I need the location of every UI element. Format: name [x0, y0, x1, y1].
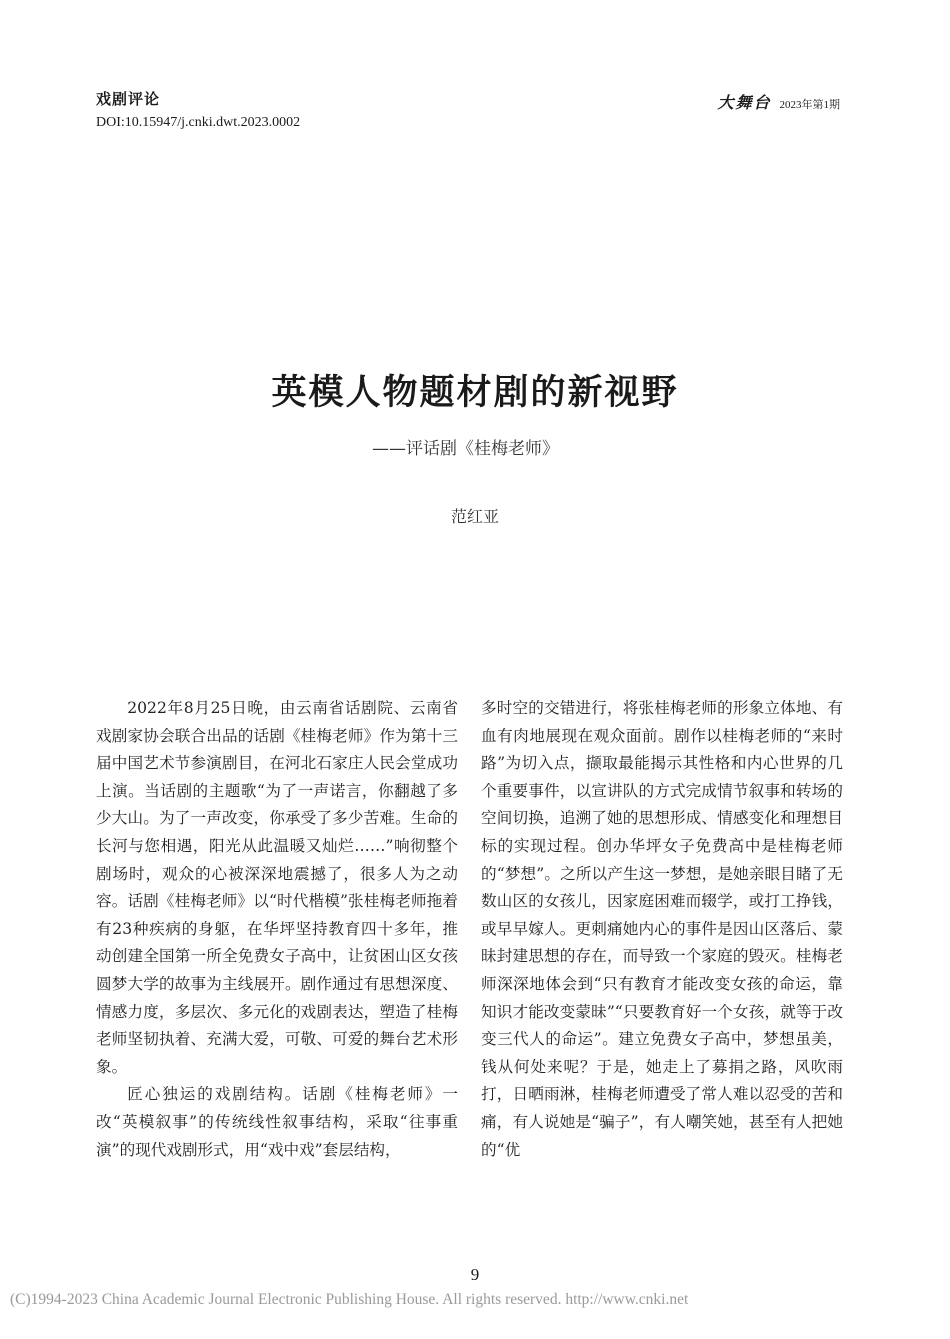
copyright-notice: (C)1994-2023 China Academic Journal Electronic Publishing House. All rights reserved. http://www.cnki.net	[10, 1291, 689, 1308]
journal-logo: 大舞台	[717, 93, 772, 112]
article-title: 英模人物题材剧的新视野	[271, 372, 679, 413]
journal-header	[717, 90, 840, 113]
body-column-right	[481, 695, 843, 1164]
body-column-left	[96, 695, 458, 1164]
body-paragraph: 2022年8月25日晚，由云南省话剧院、云南省戏剧家协会联合出品的话剧《桂梅老师》作为第十三届中国艺术节参演剧目，在河北石家庄人民会堂成功上演。当话剧的主题歌“为了一声诺言，你翻越了多少大山。为了一声改变，你承受了多少苦难。生命的长河与您相遇，阳光从此温暖又灿烂……”响彻整个剧场时，观众的心被深深地震撼了，很多人为之动容。话剧《桂梅老师》以“时代楷模”张桂梅老师拖着有23种疾病的身躯，在华坪坚持教育四十多年，推动创建全国第一所全免费女子高中，让贫困山区女孩圆梦大学的故事为主线展开。剧作通过有思想深度、情感力度，多层次、多元化的戏剧表达，塑造了桂梅老师坚韧执着、充满大爱，可敬、可爱的舞台艺术形象。	[96, 699, 458, 1076]
body-paragraph: 匠心独运的戏剧结构。话剧《桂梅老师》一改“英模叙事”的传统线性叙事结构，采取“往事重演”的现代戏剧形式，用“戏中戏”套层结构，	[96, 1085, 458, 1159]
body-paragraph: 多时空的交错进行，将张桂梅老师的形象立体地、有血有肉地展现在观众面前。剧作以桂梅老师的“来时路”为切入点，撷取最能揭示其性格和内心世界的几个重要事件，以宣讲队的方式完成情节叙事和转场的空间切换，追溯了她的思想形成、情感变化和理想目标的实现过程。创办华坪女子免费高中是桂梅老师的“梦想”。之所以产生这一梦想，是她亲眼目睹了无数山区的女孩儿，因家庭困难而辍学，或打工挣钱，或早早嫁人。更刺痛她内心的事件是因山区落后、蒙昧封建思想的存在，而导致一个家庭的毁灭。桂梅老师深深地体会到“只有教育才能改变女孩的命运，靠知识才能改变蒙昧”“只要教育好一个女孩，就等于改变三代人的命运”。建立免费女子高中，梦想虽美，钱从何处来呢？于是，她走上了募捐之路，风吹雨打，日晒雨淋，桂梅老师遭受了常人难以忍受的苦和痛，有人说她是“骗子”，有人嘲笑她，甚至有人把她的“优	[481, 699, 843, 1159]
issue-number: 2023年第1期	[779, 99, 840, 111]
page-number: 9	[470, 1265, 480, 1284]
section-label: 戏剧评论	[96, 90, 161, 108]
article-subtitle: ——评话剧《桂梅老师》	[372, 439, 559, 459]
article-author: 范红亚	[450, 507, 499, 526]
doi-text: DOI:10.15947/j.cnki.dwt.2023.0002	[96, 115, 301, 130]
